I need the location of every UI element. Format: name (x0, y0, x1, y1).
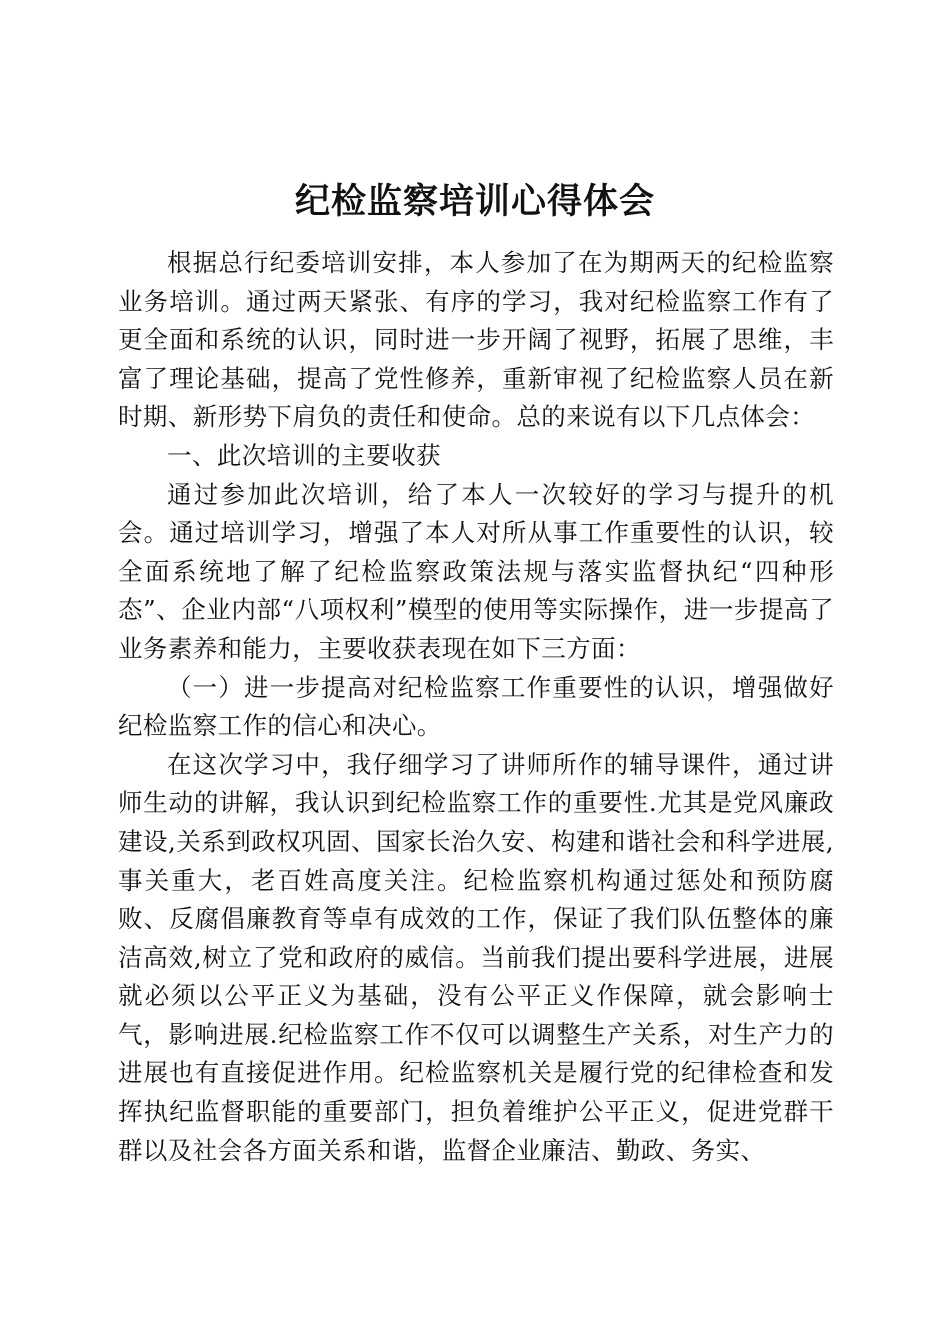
section-heading-1: 一、此次培训的主要收获 (167, 440, 441, 470)
document-title: 纪检监察培训心得体会 (294, 181, 655, 222)
subsection-heading-1: （一）进一步提高对纪检监察工作重要性的认识，增强做好纪检监察工作的信心和决心。 (118, 672, 834, 741)
paragraph-importance: 在这次学习中，我仔细学习了讲师所作的辅导课件，通过讲师生动的讲解，我认识到纪检监察工作的重要性.尤其是党风廉政建设,关系到政权巩固、国家长治久安、构建和谐社会和科学进展,事关重大，老百姓高度关注。纪检监察机构通过惩处和预防腐败、反腐倡廉教育等卓有成效的工作，保证了我们队伍整体的廉洁高效,树立了党和政府的威信。当前我们提出要科学进展，进展就必须以公平正义为基础，没有公平正义作保障，就会影响士气，影响进展.纪检监察工作不仅可以调整生产关系，对生产力的进展也有直接促进作用。纪检监察机关是履行党的纪律检查和发挥执纪监督职能的重要部门，担负着维护公平正义，促进党群干群以及社会各方面关系和谐，监督企业廉洁、勤政、务实、 (118, 749, 834, 1165)
paragraph-gains: 通过参加此次培训，给了本人一次较好的学习与提升的机会。通过培训学习，增强了本人对所从事工作重要性的认识，较全面系统地了解了纪检监察政策法规与落实监督执纪“四种形态”、企业内部“八项权利”模型的使用等实际操作，进一步提高了业务素养和能力，主要收获表现在如下三方面： (118, 479, 834, 663)
paragraph-intro: 根据总行纪委培训安排，本人参加了在为期两天的纪检监察业务培训。通过两天紧张、有序的学习，我对纪检监察工作有了更全面和系统的认识，同时进一步开阔了视野，拓展了思维，丰富了理论基础，提高了党性修养，重新审视了纪检监察人员在新时期、新形势下肩负的责任和使命。总的来说有以下几点体会： (118, 248, 834, 432)
document-body (118, 244, 834, 1170)
